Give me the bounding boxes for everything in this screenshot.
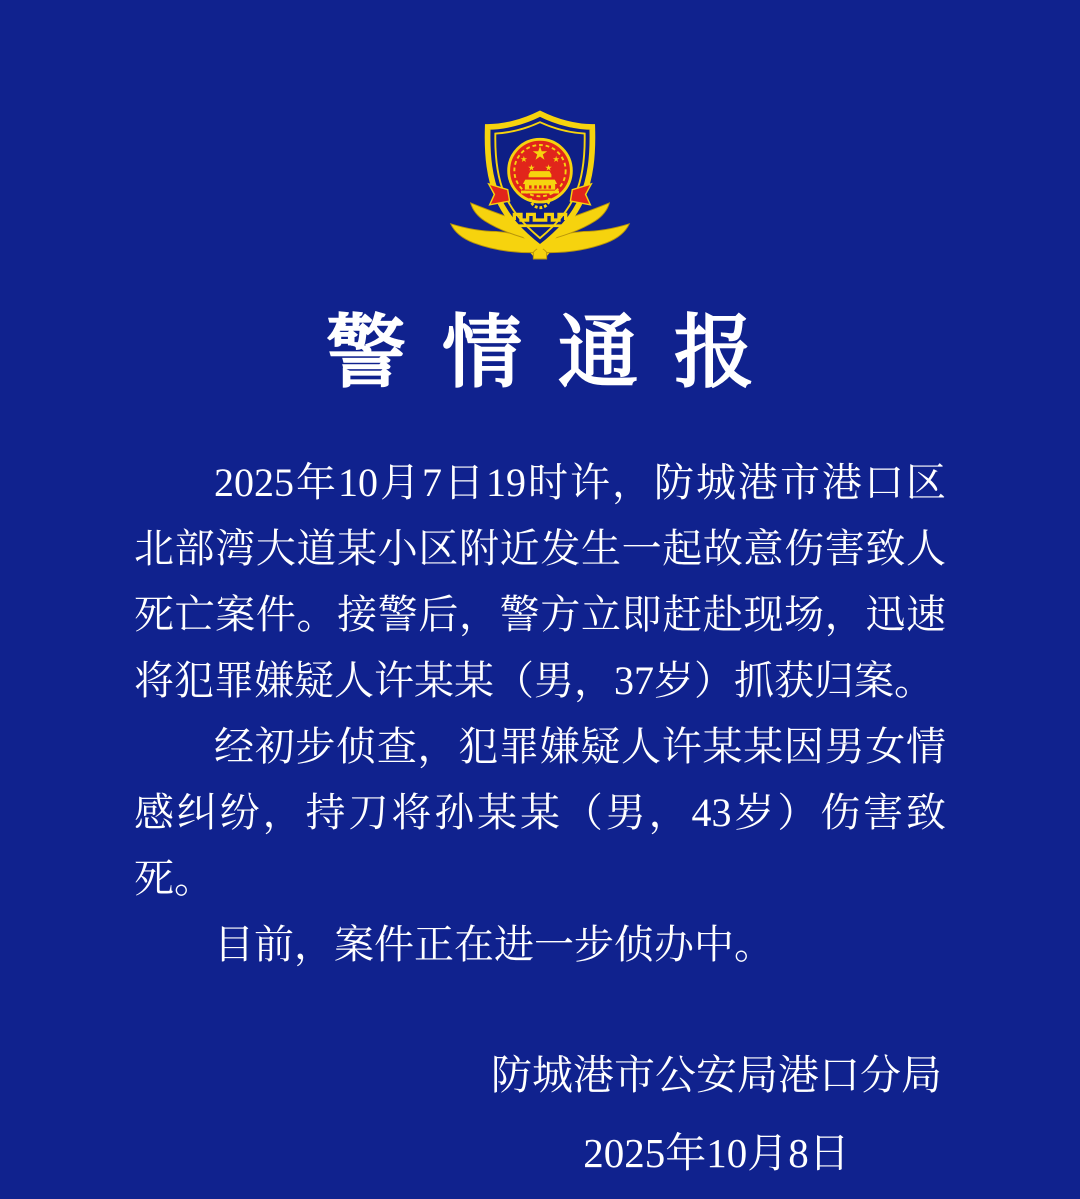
- notice-body: [134, 450, 946, 978]
- issue-date: 2025年10月8日: [583, 1130, 850, 1176]
- signature-block: [491, 1042, 942, 1186]
- notice-paragraph-3: 目前，案件正在进一步侦办中。: [214, 922, 774, 967]
- china-police-badge-icon: [445, 102, 635, 264]
- notice-paragraph-1: 2025年10月7日19时许，防城港市港口区北部湾大道某小区附近发生一起故意伤害致人死亡案件。接警后，警方立即赶赴现场，迅速将犯罪嫌疑人许某某（男，37岁）抓获归案。: [134, 460, 946, 703]
- notice-title: 警情通报: [326, 310, 790, 398]
- issuing-authority: 防城港市公安局港口分局: [491, 1052, 942, 1098]
- notice-paragraph-2: 经初步侦查，犯罪嫌疑人许某某因男女情感纠纷，持刀将孙某某（男，43岁）伤害致死。: [134, 724, 946, 901]
